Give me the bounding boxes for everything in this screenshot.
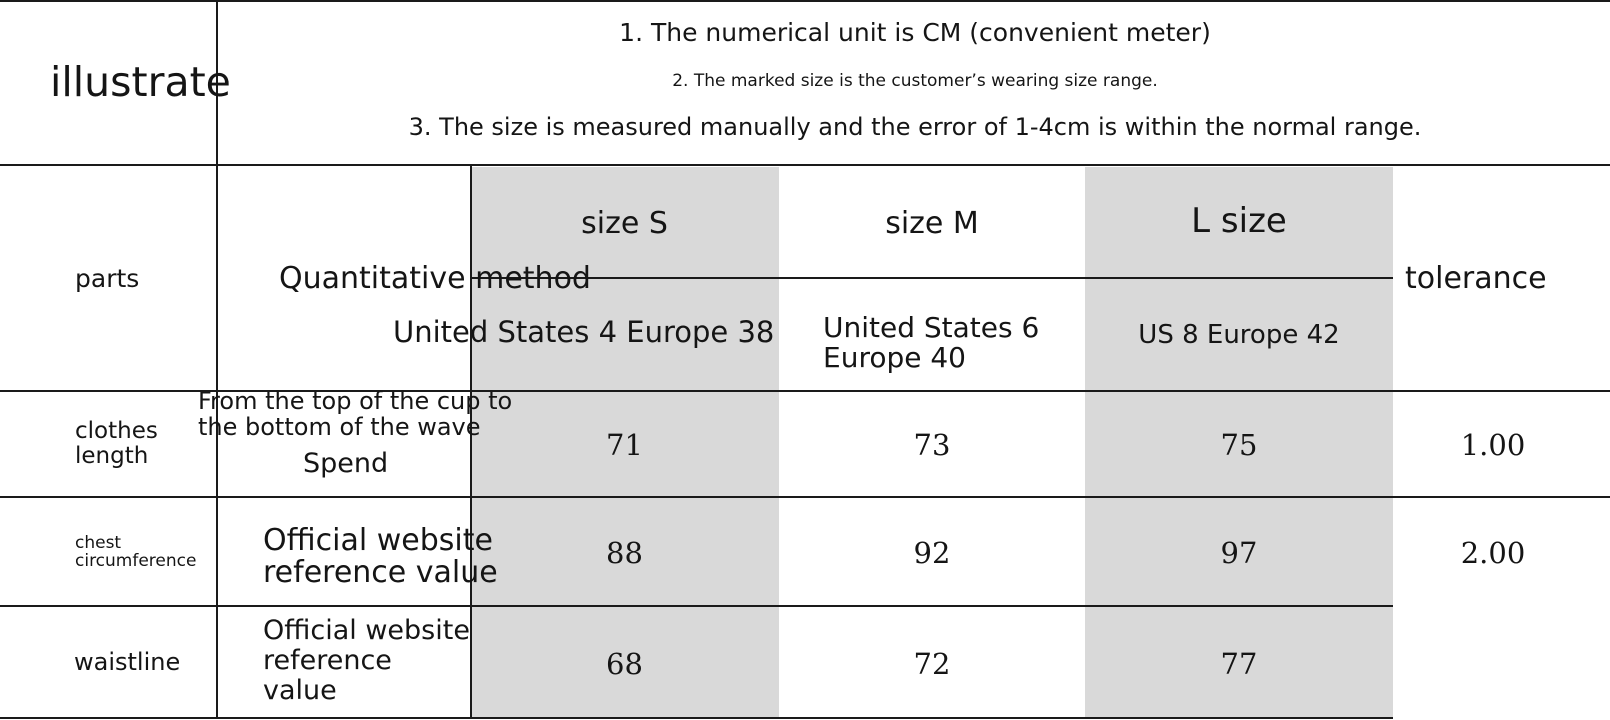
row2-divider	[0, 605, 1393, 607]
row1-method-line1: From the top of the cup to the bottom of the wave	[198, 387, 513, 441]
size-m-subheader: United States 6 Europe 40	[823, 311, 1040, 374]
row3-size-l-value: 77	[1220, 647, 1258, 681]
row2-method: Official website reference value	[263, 523, 498, 590]
size-l-subheader: US 8 Europe 42	[1138, 320, 1340, 350]
row3-size-s-value: 68	[606, 647, 643, 681]
row2-size-s-value: 88	[606, 536, 643, 570]
row2-part: chest circumference	[75, 533, 197, 571]
row3-part: waistline	[74, 648, 181, 676]
tolerance-header: tolerance	[1405, 260, 1547, 296]
row1-size-m-value: 73	[913, 428, 951, 462]
bottom-border	[0, 717, 1393, 719]
size-s-subheader: United States 4 Europe 38	[393, 315, 775, 349]
row2-tolerance-value: 2.00	[1460, 536, 1526, 570]
size-l-header: L size	[1191, 201, 1287, 241]
illustrate-label: illustrate	[50, 58, 231, 106]
size-m-header: size M	[885, 205, 979, 241]
row1-divider	[0, 496, 1610, 498]
row1-size-s-value: 71	[606, 428, 643, 462]
top-border	[0, 0, 1610, 2]
row1-part: clothes length	[75, 418, 158, 469]
row1-size-l-value: 75	[1220, 428, 1258, 462]
row2-size-l-value: 97	[1220, 536, 1258, 570]
row1-tolerance-value: 1.00	[1460, 428, 1526, 462]
row2-size-m-value: 92	[913, 536, 951, 570]
note-1: 1. The numerical unit is CM (convenient meter)	[619, 18, 1211, 47]
note-2: 2. The marked size is the customer’s wearing size range.	[672, 71, 1158, 91]
note-3: 3. The size is measured manually and the error of 1-4cm is within the normal range.	[408, 113, 1422, 141]
header-divider	[0, 164, 1610, 166]
size-s-header: size S	[581, 205, 668, 241]
row1-method-line2: Spend	[303, 448, 389, 479]
parts-header: parts	[75, 263, 140, 293]
quantitative-method-header: Quantitative method	[279, 260, 591, 296]
row3-size-m-value: 72	[913, 647, 951, 681]
row3-method: Official website reference value	[263, 615, 470, 706]
size-subheader-divider	[470, 277, 1393, 279]
